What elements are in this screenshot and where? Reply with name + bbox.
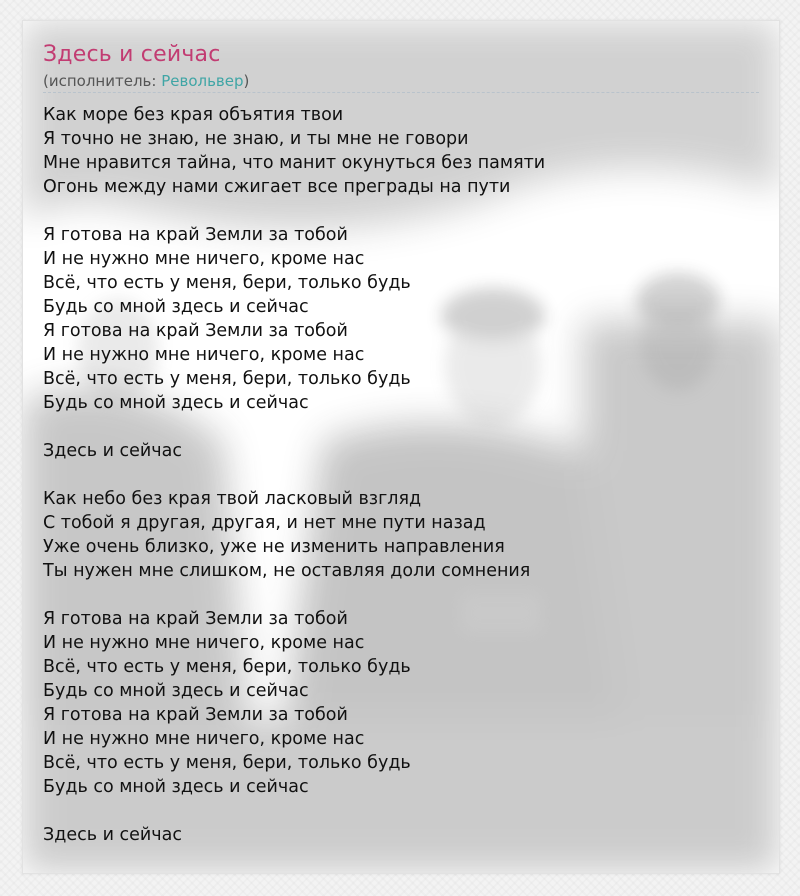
lyric-line: Я готова на край Земли за тобой — [43, 705, 348, 725]
stanza-gap — [43, 799, 759, 823]
lyric-line: Всё, что есть у меня, бери, только будь — [43, 273, 411, 293]
stanza-gap — [43, 415, 759, 439]
lyric-line: Как море без края объятия твои — [43, 105, 344, 125]
lyrics-stanza — [43, 607, 759, 799]
lyric-line: Будь со мной здесь и сейчас — [43, 681, 309, 701]
lyric-line: Огонь между нами сжигает все преграды на пути — [43, 177, 511, 197]
lyric-line: Всё, что есть у меня, бери, только будь — [43, 369, 411, 389]
lyrics-body — [43, 103, 759, 847]
artist-line — [43, 71, 759, 93]
lyric-line: Будь со мной здесь и сейчас — [43, 297, 309, 317]
lyrics-stanza — [43, 439, 759, 463]
lyric-line: Уже очень близко, уже не изменить направления — [43, 537, 505, 557]
lyrics-card — [22, 20, 780, 874]
lyric-line: И не нужно мне ничего, кроме нас — [43, 345, 365, 365]
lyric-line: Я готова на край Земли за тобой — [43, 609, 348, 629]
lyrics-stanza — [43, 487, 759, 583]
lyric-line: Будь со мной здесь и сейчас — [43, 777, 309, 797]
stanza-gap — [43, 199, 759, 223]
lyric-line: И не нужно мне ничего, кроме нас — [43, 249, 365, 269]
artist-link[interactable]: Револьвер — [161, 72, 244, 90]
lyric-line: Я готова на край Земли за тобой — [43, 225, 348, 245]
lyric-line: Здесь и сейчас — [43, 825, 182, 845]
lyric-line: Мне нравится тайна, что манит окунуться без памяти — [43, 153, 546, 173]
lyric-line: И не нужно мне ничего, кроме нас — [43, 729, 365, 749]
artist-suffix: ) — [243, 72, 250, 90]
lyric-line: И не нужно мне ничего, кроме нас — [43, 633, 365, 653]
lyric-line: Я готова на край Земли за тобой — [43, 321, 348, 341]
lyric-line: Всё, что есть у меня, бери, только будь — [43, 657, 411, 677]
lyric-line: С тобой я другая, другая, и нет мне пути назад — [43, 513, 486, 533]
stanza-gap — [43, 463, 759, 487]
song-content — [43, 39, 759, 847]
stanza-gap — [43, 583, 759, 607]
lyric-line: Как небо без края твой ласковый взгляд — [43, 489, 422, 509]
lyric-line: Здесь и сейчас — [43, 441, 182, 461]
lyric-line: Будь со мной здесь и сейчас — [43, 393, 309, 413]
lyrics-stanza — [43, 103, 759, 199]
song-title: Здесь и сейчас — [43, 42, 221, 67]
lyrics-stanza — [43, 823, 759, 847]
lyric-line: Всё, что есть у меня, бери, только будь — [43, 753, 411, 773]
artist-prefix: (исполнитель: — [43, 72, 162, 90]
lyric-line: Я точно не знаю, не знаю, и ты мне не говори — [43, 129, 469, 149]
lyrics-stanza — [43, 223, 759, 415]
lyric-line: Ты нужен мне слишком, не оставляя доли сомнения — [43, 561, 531, 581]
